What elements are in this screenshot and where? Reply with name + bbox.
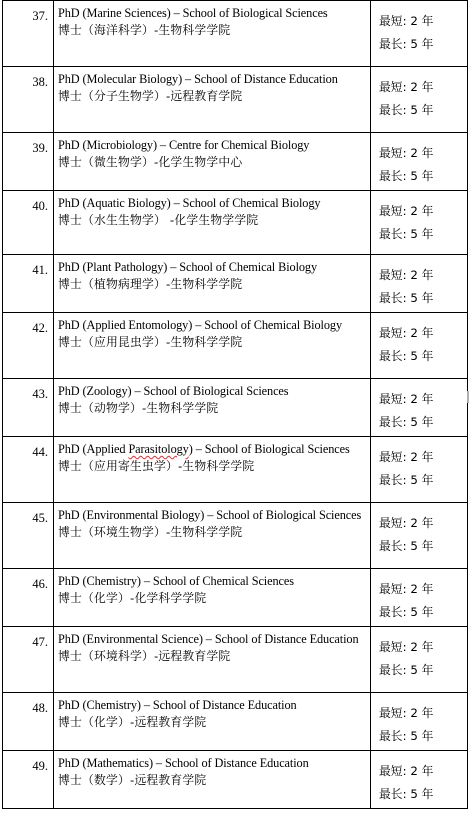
program-name-en: PhD (Chemistry) – School of Distance Education <box>58 698 297 712</box>
duration-min: 最短: 2 年 <box>379 326 434 340</box>
program-name-cn: 博士（分子生物学）-远程教育学院 <box>58 89 243 103</box>
row-number: 48. <box>3 693 54 751</box>
duration-max: 最长: 5 年 <box>379 291 434 305</box>
duration-max: 最长: 5 年 <box>379 37 434 51</box>
table-row <box>3 133 468 191</box>
program-name-cn: 博士（环境科学）-远程教育学院 <box>58 649 231 663</box>
duration-min: 最短: 2 年 <box>379 204 434 218</box>
program-cell <box>54 133 371 191</box>
table-row <box>3 627 468 693</box>
program-cell <box>54 255 371 313</box>
table-row <box>3 751 468 809</box>
program-name-en: PhD (Molecular Biology) – School of Distance Education <box>58 72 338 86</box>
duration-cell <box>371 1 468 67</box>
program-cell <box>54 313 371 379</box>
duration-min: 最短: 2 年 <box>379 392 434 406</box>
duration-max: 最长: 5 年 <box>379 663 434 677</box>
row-number: 37. <box>3 1 54 67</box>
duration-cell <box>371 437 468 503</box>
program-name-en: PhD (Aquatic Biology) – School of Chemical Biology <box>58 196 321 210</box>
program-cell <box>54 503 371 569</box>
row-number: 42. <box>3 313 54 379</box>
duration-cell <box>371 627 468 693</box>
table-row <box>3 255 468 313</box>
program-name-cn: 博士（应用昆虫学）-生物科学学院 <box>58 335 243 349</box>
duration-cell <box>371 503 468 569</box>
duration-cell <box>371 67 468 133</box>
duration-cell <box>371 569 468 627</box>
program-name-en: PhD (Environmental Biology) – School of Biological Sciences <box>58 508 362 522</box>
row-number: 45. <box>3 503 54 569</box>
duration-min: 最短: 2 年 <box>379 582 434 596</box>
duration-max: 最长: 5 年 <box>379 787 434 801</box>
duration-cell <box>371 255 468 313</box>
duration-max: 最长: 5 年 <box>379 605 434 619</box>
duration-max: 最长: 5 年 <box>379 227 434 241</box>
duration-min: 最短: 2 年 <box>379 640 434 654</box>
row-number: 49. <box>3 751 54 809</box>
program-name-suffix: ) – School of Biological Sciences <box>188 442 350 456</box>
row-number: 40. <box>3 191 54 255</box>
program-name-en: PhD (Applied Entomology) – School of Chemical Biology <box>58 318 342 332</box>
program-name-cn: 博士（植物病理学）-生物科学学院 <box>58 277 243 291</box>
duration-max: 最长: 5 年 <box>379 415 434 429</box>
duration-min: 最短: 2 年 <box>379 268 434 282</box>
table-row <box>3 503 468 569</box>
program-name-cn: 博士（微生物学）-化学生物学中心 <box>58 155 243 169</box>
program-cell <box>54 751 371 809</box>
table-row <box>3 67 468 133</box>
duration-cell <box>371 693 468 751</box>
row-number: 44. <box>3 437 54 503</box>
program-cell <box>54 191 371 255</box>
program-name-en: PhD (Chemistry) – School of Chemical Sciences <box>58 574 294 588</box>
row-number: 38. <box>3 67 54 133</box>
table-row <box>3 1 468 67</box>
program-name-en: PhD (Microbiology) – Centre for Chemical Biology <box>58 138 310 152</box>
row-number: 41. <box>3 255 54 313</box>
program-name-cn: 博士（水生生物学） -化学生物学学院 <box>58 213 259 227</box>
duration-min: 最短: 2 年 <box>379 450 434 464</box>
program-name-cn: 博士（环境生物学）-生物科学学院 <box>58 525 243 539</box>
program-cell <box>54 569 371 627</box>
duration-cell <box>371 379 468 437</box>
program-name-cn: 博士（化学）-化学科学学院 <box>58 591 207 605</box>
program-name-cn: 博士（动物学）-生物科学学院 <box>58 401 219 415</box>
program-name-prefix: PhD (Applied <box>58 442 129 456</box>
duration-max: 最长: 5 年 <box>379 103 434 117</box>
duration-min: 最短: 2 年 <box>379 516 434 530</box>
duration-max: 最长: 5 年 <box>379 169 434 183</box>
program-name-cn: 博士（数学）-远程教育学院 <box>58 773 207 787</box>
program-cell <box>54 67 371 133</box>
duration-max: 最长: 5 年 <box>379 539 434 553</box>
program-cell <box>54 379 371 437</box>
spellcheck-flagged-word: Parasitology <box>128 442 189 456</box>
table-row <box>3 313 468 379</box>
program-cell <box>54 627 371 693</box>
row-number: 39. <box>3 133 54 191</box>
duration-min: 最短: 2 年 <box>379 14 434 28</box>
duration-max: 最长: 5 年 <box>379 729 434 743</box>
program-name-en: PhD (Plant Pathology) – School of Chemical Biology <box>58 260 318 274</box>
duration-cell <box>371 133 468 191</box>
program-name-en: PhD (Zoology) – School of Biological Sciences <box>58 384 289 398</box>
program-name-cn: 博士（应用寄生虫学）-生物科学学院 <box>58 459 255 473</box>
program-name-en <box>58 442 366 457</box>
duration-cell <box>371 751 468 809</box>
row-number: 47. <box>3 627 54 693</box>
program-name-en: PhD (Marine Sciences) – School of Biological Sciences <box>58 6 328 20</box>
table-row <box>3 437 468 503</box>
program-cell <box>54 437 371 503</box>
duration-max: 最长: 5 年 <box>379 349 434 363</box>
program-cell <box>54 1 371 67</box>
duration-min: 最短: 2 年 <box>379 80 434 94</box>
table-row <box>3 379 468 437</box>
program-name-cn: 博士（海洋科学）-生物科学学院 <box>58 23 231 37</box>
table-row <box>3 693 468 751</box>
program-name-en: PhD (Mathematics) – School of Distance Education <box>58 756 309 770</box>
duration-cell <box>371 313 468 379</box>
table-row <box>3 191 468 255</box>
program-name-en: PhD (Environmental Science) – School of Distance Education <box>58 632 359 646</box>
duration-cell <box>371 191 468 255</box>
duration-min: 最短: 2 年 <box>379 706 434 720</box>
duration-min: 最短: 2 年 <box>379 764 434 778</box>
programs-table <box>2 0 468 809</box>
table-row <box>3 569 468 627</box>
program-cell <box>54 693 371 751</box>
duration-min: 最短: 2 年 <box>379 146 434 160</box>
program-name-cn: 博士（化学）-远程教育学院 <box>58 715 207 729</box>
duration-max: 最长: 5 年 <box>379 473 434 487</box>
row-number: 43. <box>3 379 54 437</box>
row-number: 46. <box>3 569 54 627</box>
